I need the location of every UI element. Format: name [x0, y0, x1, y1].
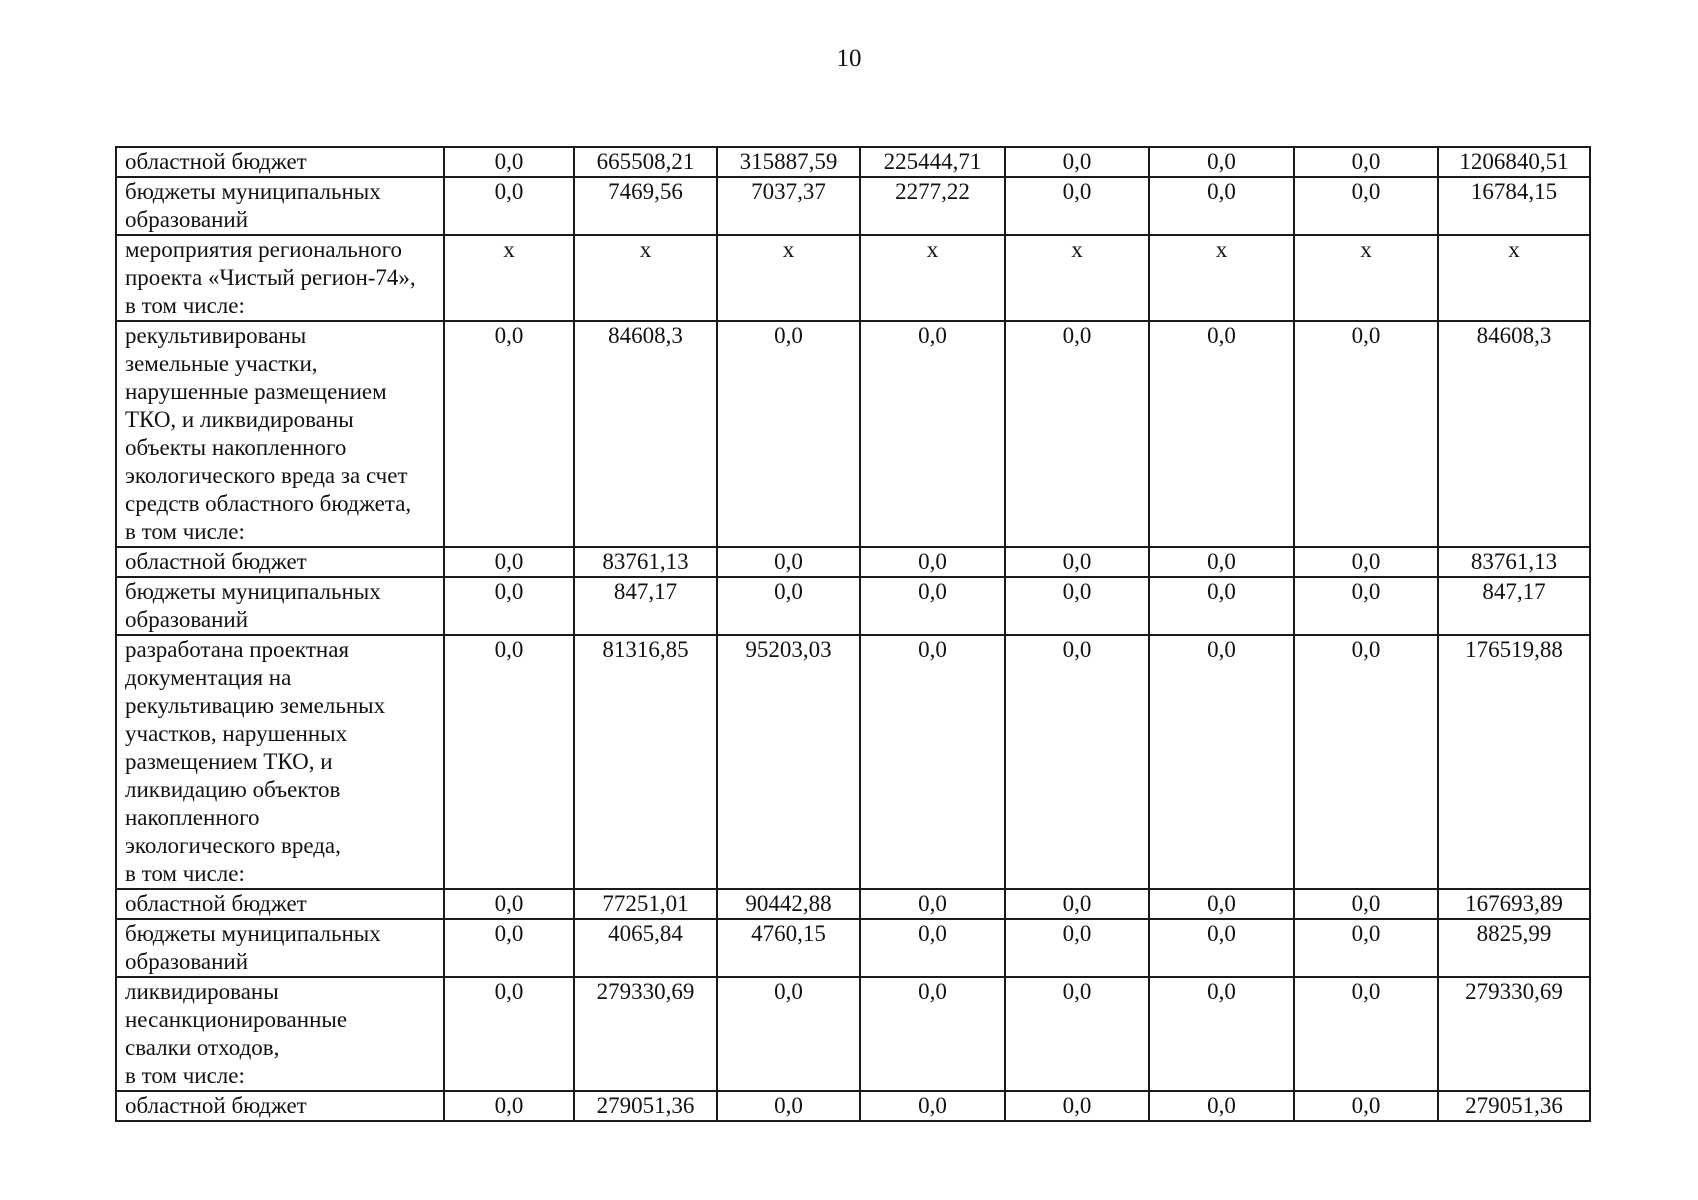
value-cell: 0,0 — [860, 577, 1005, 635]
page-number: 10 — [836, 45, 862, 72]
value-cell: 0,0 — [1005, 889, 1149, 919]
value-cell: 176519,88 — [1438, 635, 1590, 889]
value-cell: 0,0 — [1005, 321, 1149, 547]
value-cell: 0,0 — [1149, 1091, 1294, 1121]
value-cell: 0,0 — [1294, 889, 1438, 919]
value-cell: 0,0 — [1149, 177, 1294, 235]
value-cell: 665508,21 — [574, 147, 717, 177]
table-row — [116, 889, 1590, 919]
value-cell: х — [717, 235, 860, 321]
value-cell: 0,0 — [444, 977, 574, 1091]
value-cell: 0,0 — [717, 547, 860, 577]
value-cell: 0,0 — [1149, 919, 1294, 977]
value-cell: 0,0 — [860, 889, 1005, 919]
value-cell: 0,0 — [717, 321, 860, 547]
value-cell: 0,0 — [1005, 577, 1149, 635]
value-cell: 0,0 — [860, 977, 1005, 1091]
value-cell: х — [1438, 235, 1590, 321]
value-cell: 0,0 — [860, 919, 1005, 977]
value-cell: 0,0 — [1005, 1091, 1149, 1121]
value-cell: 0,0 — [717, 1091, 860, 1121]
row-label: бюджеты муниципальных образований — [116, 177, 444, 235]
value-cell: 0,0 — [1294, 177, 1438, 235]
table-row — [116, 977, 1590, 1091]
value-cell: 8825,99 — [1438, 919, 1590, 977]
value-cell: 0,0 — [1294, 1091, 1438, 1121]
value-cell: 81316,85 — [574, 635, 717, 889]
value-cell: 4760,15 — [717, 919, 860, 977]
value-cell: 0,0 — [1294, 577, 1438, 635]
value-cell: 7037,37 — [717, 177, 860, 235]
row-label: ликвидированы несанкционированные свалки отходов, в том числе: — [116, 977, 444, 1091]
value-cell: 0,0 — [1149, 577, 1294, 635]
value-cell: 0,0 — [860, 547, 1005, 577]
value-cell: 0,0 — [1005, 635, 1149, 889]
table-row — [116, 1091, 1590, 1121]
value-cell: 0,0 — [1294, 547, 1438, 577]
value-cell: 0,0 — [1294, 321, 1438, 547]
value-cell: 0,0 — [717, 577, 860, 635]
value-cell: 0,0 — [444, 635, 574, 889]
value-cell: 315887,59 — [717, 147, 860, 177]
value-cell: 0,0 — [717, 977, 860, 1091]
row-label: областной бюджет — [116, 547, 444, 577]
value-cell: 0,0 — [1149, 321, 1294, 547]
value-cell: 4065,84 — [574, 919, 717, 977]
value-cell: х — [1149, 235, 1294, 321]
value-cell: 0,0 — [1005, 147, 1149, 177]
value-cell: 0,0 — [1149, 977, 1294, 1091]
value-cell: 0,0 — [1005, 919, 1149, 977]
row-label: областной бюджет — [116, 1091, 444, 1121]
value-cell: 0,0 — [1005, 977, 1149, 1091]
table-row — [116, 577, 1590, 635]
table-row — [116, 235, 1590, 321]
row-label: мероприятия регионального проекта «Чистый регион-74», в том числе: — [116, 235, 444, 321]
table-row — [116, 635, 1590, 889]
table-body — [116, 147, 1590, 1121]
row-label: разработана проектная документация на рекультивацию земельных участков, нарушенных размещением ТКО, и ликвидацию объектов накопленного экологического вреда, в том числе: — [116, 635, 444, 889]
value-cell: 0,0 — [1294, 919, 1438, 977]
value-cell: 0,0 — [444, 919, 574, 977]
value-cell: 0,0 — [444, 321, 574, 547]
value-cell: 279330,69 — [574, 977, 717, 1091]
value-cell: 0,0 — [1149, 147, 1294, 177]
value-cell: 77251,01 — [574, 889, 717, 919]
value-cell: 0,0 — [1149, 547, 1294, 577]
value-cell: 83761,13 — [1438, 547, 1590, 577]
value-cell: 95203,03 — [717, 635, 860, 889]
value-cell: 0,0 — [860, 635, 1005, 889]
value-cell: 0,0 — [1005, 177, 1149, 235]
row-label: рекультивированы земельные участки, нарушенные размещением ТКО, и ликвидированы объекты накопленного экологического вреда за счет средств областного бюджета, в том числе: — [116, 321, 444, 547]
value-cell: 0,0 — [444, 1091, 574, 1121]
value-cell: 0,0 — [1294, 147, 1438, 177]
value-cell: 2277,22 — [860, 177, 1005, 235]
row-label: областной бюджет — [116, 147, 444, 177]
budget-table — [115, 146, 1591, 1122]
value-cell: 16784,15 — [1438, 177, 1590, 235]
value-cell: 84608,3 — [574, 321, 717, 547]
table-row — [116, 547, 1590, 577]
value-cell: 0,0 — [444, 889, 574, 919]
value-cell: 167693,89 — [1438, 889, 1590, 919]
value-cell: х — [860, 235, 1005, 321]
value-cell: 279330,69 — [1438, 977, 1590, 1091]
value-cell: 1206840,51 — [1438, 147, 1590, 177]
value-cell: 0,0 — [444, 147, 574, 177]
row-label: бюджеты муниципальных образований — [116, 577, 444, 635]
value-cell: х — [574, 235, 717, 321]
value-cell: 84608,3 — [1438, 321, 1590, 547]
value-cell: х — [444, 235, 574, 321]
table-row — [116, 919, 1590, 977]
row-label: бюджеты муниципальных образований — [116, 919, 444, 977]
value-cell: х — [1005, 235, 1149, 321]
value-cell: 0,0 — [1294, 977, 1438, 1091]
value-cell: 7469,56 — [574, 177, 717, 235]
value-cell: 847,17 — [574, 577, 717, 635]
value-cell: 83761,13 — [574, 547, 717, 577]
row-label: областной бюджет — [116, 889, 444, 919]
value-cell: 0,0 — [1149, 635, 1294, 889]
table-row — [116, 147, 1590, 177]
value-cell: 0,0 — [444, 547, 574, 577]
value-cell: 225444,71 — [860, 147, 1005, 177]
value-cell: 0,0 — [1149, 889, 1294, 919]
value-cell: 0,0 — [860, 321, 1005, 547]
table-row — [116, 321, 1590, 547]
value-cell: 0,0 — [444, 177, 574, 235]
value-cell: 279051,36 — [574, 1091, 717, 1121]
value-cell: 279051,36 — [1438, 1091, 1590, 1121]
table-row — [116, 177, 1590, 235]
value-cell: 0,0 — [444, 577, 574, 635]
value-cell: 847,17 — [1438, 577, 1590, 635]
value-cell: 0,0 — [1005, 547, 1149, 577]
value-cell: 0,0 — [860, 1091, 1005, 1121]
value-cell: 0,0 — [1294, 635, 1438, 889]
value-cell: х — [1294, 235, 1438, 321]
value-cell: 90442,88 — [717, 889, 860, 919]
